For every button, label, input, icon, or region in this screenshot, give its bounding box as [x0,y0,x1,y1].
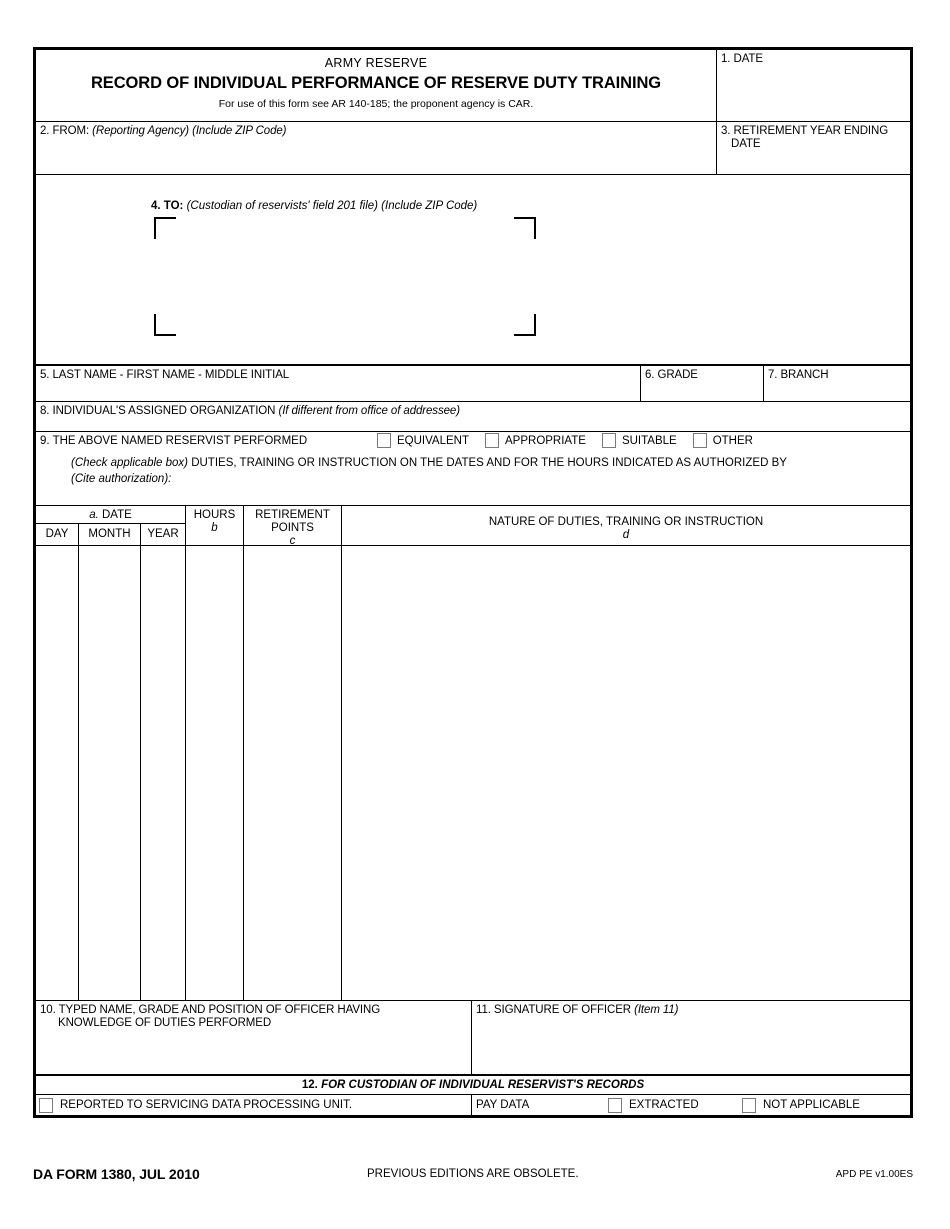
footer-apd-version: APD PE v1.00ES [835,1169,913,1180]
field-10-label-line1: 10. TYPED NAME, GRADE AND POSITION OF OFFICER HAVING [40,1004,381,1016]
field-4-to[interactable] [36,174,910,364]
field-8-label: 8. INDIVIDUAL'S ASSIGNED ORGANIZATION [40,405,276,417]
column-header-nature-of-duties [341,506,910,545]
field-3-value [717,151,910,154]
duty-cell-day[interactable] [36,546,78,1000]
field-4-to-label-group [151,200,477,212]
field-2-from-label-group [36,122,716,138]
column-header-retirement-points-line2: POINTS [271,522,314,534]
field-9-first-line [36,432,910,452]
checkbox-suitable-label: SUITABLE [621,434,677,447]
form-subtitle: For use of this form see AR 140-185; the proponent agency is CAR. [218,98,534,110]
footer-previous-editions: PREVIOUS EDITIONS ARE OBSOLETE. [367,1168,579,1180]
checkbox-suitable-icon[interactable] [602,433,616,448]
duty-cell-year[interactable] [140,546,185,1000]
field-5-name[interactable] [36,366,640,401]
column-header-hours-sub: b [211,522,218,534]
column-header-day: DAY [45,528,69,540]
field-3-label: 3. RETIREMENT YEAR ENDING [721,125,889,137]
footer-form-id: DA FORM 1380, JUL 2010 [33,1166,200,1182]
field-9-check-applicable-hint: (Check applicable box) [71,457,188,469]
address-bracket-bottom-left-icon [154,314,176,336]
checkbox-other-icon[interactable] [693,433,707,448]
form-title-block [36,50,716,121]
duty-table-body[interactable] [36,545,910,1000]
field-8-assigned-organization[interactable] [36,401,910,431]
field-6-value [641,382,763,385]
field-9-performed-section [36,431,910,505]
field-8-label-group [36,402,910,418]
field-9-cite-hint: (Cite authorization): [71,473,172,485]
field-1-date[interactable] [716,50,910,121]
checkbox-reported-icon[interactable] [39,1098,53,1113]
field-pay-data[interactable] [471,1095,605,1115]
field-11-label-group [472,1001,910,1017]
checkbox-appropriate-icon[interactable] [485,433,499,448]
field-4-to-label: 4. TO: [151,200,184,212]
field-3-retirement-year-ending-date[interactable] [716,122,910,174]
checkbox-equivalent-label: EQUIVALENT [397,434,469,447]
duty-cell-nature-of-duties[interactable] [341,546,910,1000]
duty-table-header [36,505,910,545]
field-2-from-value [36,138,716,141]
checkbox-extracted-label: EXTRACTED [629,1099,699,1111]
custodian-checkbox-row [36,1094,910,1115]
field-7-value [764,382,910,385]
checkbox-item-not-applicable[interactable] [739,1095,910,1115]
checkbox-appropriate-label: APPROPRIATE [505,434,586,447]
duty-cell-retirement-points[interactable] [243,546,341,1000]
field-2-from[interactable] [36,122,716,174]
field-2-from-hint: (Reporting Agency) (Include ZIP Code) [92,125,287,137]
duty-table-date-group-letter: a. [89,509,99,521]
field-5-label: 5. LAST NAME - FIRST NAME - MIDDLE INITIAL [40,369,290,381]
checkbox-item-other[interactable] [693,433,753,448]
duty-cell-hours[interactable] [185,546,243,1000]
field-12-number: 12. [301,1079,318,1091]
field-4-to-hint: (Custodian of reservists' field 201 file) (Include ZIP Code) [186,200,478,212]
field-11-value [472,1017,910,1020]
from-retirement-row [36,121,910,174]
field-10-label-line2: KNOWLEDGE OF DUTIES PERFORMED [58,1017,272,1029]
checkbox-item-appropriate[interactable] [485,433,586,448]
field-11-label: 11. SIGNATURE OF OFFICER [476,1004,631,1016]
field-9-title: 9. THE ABOVE NAMED RESERVIST PERFORMED [40,435,308,447]
checkbox-not-applicable-label: NOT APPLICABLE [763,1099,860,1111]
field-8-value [36,418,910,421]
field-7-branch[interactable] [763,366,910,401]
duty-table-date-subcolumns [36,524,185,545]
column-header-hours-text: HOURS [193,509,236,521]
checkbox-other-label: OTHER [712,434,753,447]
duty-table-date-group-header [36,506,185,524]
page-title: RECORD OF INDIVIDUAL PERFORMANCE OF RESERVE DUTY TRAINING [90,74,661,92]
field-1-date-value [717,66,910,69]
column-header-nature-of-duties-sub: d [622,529,630,541]
field-10-typed-name[interactable] [36,1001,471,1074]
column-header-retirement-points [243,506,341,545]
checkbox-not-applicable-icon[interactable] [742,1098,756,1113]
pay-data-label: PAY DATA [476,1099,530,1111]
duty-cell-month[interactable] [78,546,140,1000]
address-bracket-top-left-icon [154,217,176,239]
field-8-hint: (If different from office of addressee) [278,405,460,417]
checkbox-equivalent-icon[interactable] [377,433,391,448]
form-header-row [36,50,910,121]
column-header-hours [185,506,243,545]
field-9-cite-line[interactable] [36,469,910,485]
address-bracket-bottom-right-icon [514,314,536,336]
checkbox-item-suitable[interactable] [602,433,677,448]
field-7-label: 7. BRANCH [768,369,829,381]
duty-table-date-group [36,506,185,545]
checkbox-item-equivalent[interactable] [377,433,469,448]
column-header-nature-of-duties-text: NATURE OF DUTIES, TRAINING OR INSTRUCTION [488,516,764,528]
field-11-hint: (Item 11) [634,1004,679,1016]
form-agency-label: ARMY RESERVE [324,56,428,70]
column-header-retirement-points-line1: RETIREMENT [255,509,330,521]
field-9-instruction-line [36,452,910,469]
field-12-label: FOR CUSTODIAN OF INDIVIDUAL RESERVIST'S RECORDS [321,1079,645,1091]
checkbox-item-extracted[interactable] [605,1095,739,1115]
da-form-1380 [33,47,913,1118]
field-9-instruction-text: DUTIES, TRAINING OR INSTRUCTION ON THE DATES AND FOR THE HOURS INDICATED AS AUTHORIZED BY [191,457,787,469]
field-5-value [36,382,640,385]
field-6-grade[interactable] [640,366,763,401]
duty-table-date-group-label: DATE [101,509,132,521]
field-3-label-line2: DATE [731,138,761,150]
field-6-label: 6. GRADE [645,369,698,381]
address-bracket-top-right-icon [514,217,536,239]
field-11-signature[interactable] [471,1001,910,1074]
field-12-custodian-banner [36,1074,910,1094]
field-9-checkbox-group [377,433,769,448]
column-header-month: MONTH [78,524,140,545]
checkbox-item-reported[interactable] [36,1095,471,1115]
checkbox-reported-label: REPORTED TO SERVICING DATA PROCESSING UNIT. [60,1099,353,1111]
field-2-from-label: 2. FROM: [40,125,90,137]
form-footer [33,1166,913,1184]
checkbox-extracted-icon[interactable] [608,1098,622,1113]
field-1-date-label: 1. DATE [721,53,763,65]
field-10-value [36,1030,471,1033]
officer-signature-row [36,1000,910,1074]
column-header-year: YEAR [140,524,185,545]
column-header-retirement-points-sub: c [289,535,296,547]
name-grade-branch-row [36,364,910,401]
